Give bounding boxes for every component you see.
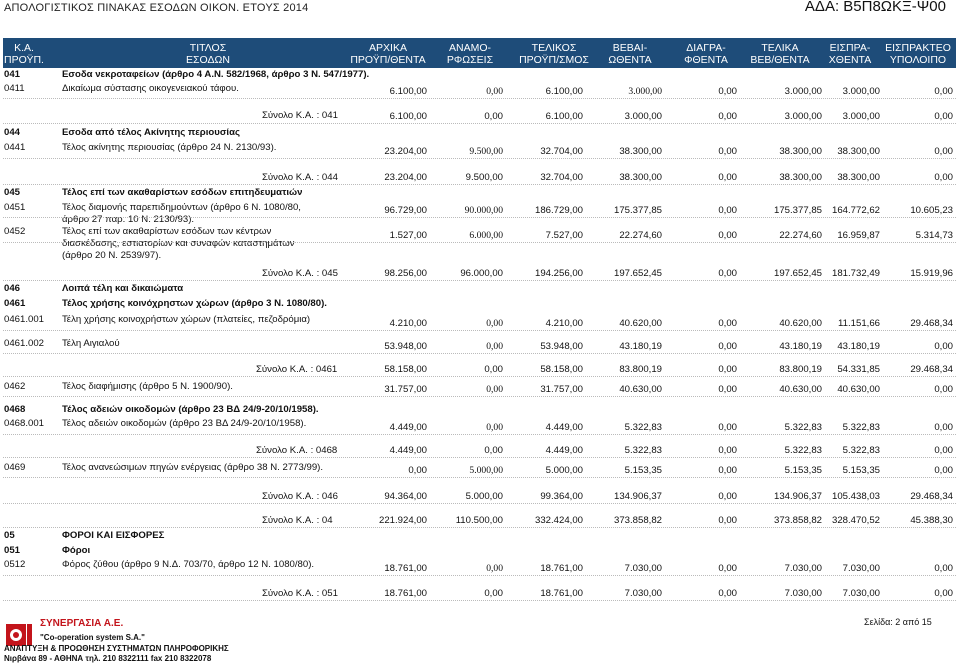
footer-address: Νιρβάνα 89 - ΑΘΗΝΑ τηλ. 210 8322111 fax 210 8322078 [4,654,212,663]
header-telika: ΤΕΛΙΚΑ ΒΕΒ/ΘΕΝΤΑ [750,42,810,66]
row-value: 0,00 [718,563,737,574]
subtotal-value: 29.468,34 [910,491,953,502]
header-telikos: ΤΕΛΙΚΟΣ ΠΡΟΫΠ/ΣΜΟΣ [519,42,589,66]
row-value: 32.704,00 [540,146,583,157]
row-title: Τέλος επί των ακαθαρίστων εσόδων επιτηδευματιών [62,187,303,198]
row-value: 4.210,00 [545,318,583,329]
row-title: Εσοδα νεκροταφείων (άρθρο 4 Α.Ν. 582/1968, άρθρο 3 Ν. 547/1977). [62,69,370,80]
document-title: ΑΠΟΛΟΓΙΣΤΙΚΟΣ ΠΙΝΑΚΑΣ ΕΣΟΔΩΝ ΟΙΚΟΝ. ΕΤΟΥΣ 2014 [4,2,309,14]
row-value: 0,00 [486,384,503,395]
row-code: 0461.002 [4,338,45,349]
subtotal-value: 0,00 [934,111,953,122]
row-value: 5.314,73 [915,230,953,241]
row-divider [3,457,956,458]
row-value: 38.300,00 [837,146,880,157]
footer-system: "Co-operation system S.A." [40,633,145,642]
subtotal-label: Σύνολο Κ.Α. : 044 [262,172,338,183]
subtotal-label: Σύνολο Κ.Α. : 046 [262,491,338,502]
row-value: 31.757,00 [540,384,583,395]
subtotal-value: 7.030,00 [624,588,662,599]
row-divider [3,123,956,124]
row-value: 1.527,00 [389,230,427,241]
row-divider [3,600,956,601]
row-divider [3,158,956,159]
row-title: Τέλος ακίνητης περιουσίας (άρθρο 24 Ν. 2130/93). [62,142,277,153]
subtotal-label: Σύνολο Κ.Α. : 0461 [256,364,338,375]
subtotal-value: 96.000,00 [460,268,503,279]
subtotal-value: 7.030,00 [784,588,822,599]
subtotal-value: 332.424,00 [534,515,583,526]
row-title: Τέλη χρήσης κοινοχρήστων χώρων (πλατείες, πεζοδρόμια) [62,314,311,325]
row-value: 0,00 [934,563,953,574]
subtotal-value: 0,00 [934,445,953,456]
row-value: 0,00 [718,465,737,476]
row-value: 18.761,00 [540,563,583,574]
subtotal-value: 83.800,19 [779,364,822,375]
subtotal-value: 134.906,37 [613,491,662,502]
subtotal-value: 110.500,00 [455,515,503,526]
row-code: 0441 [4,142,26,153]
subtotal-value: 197.652,45 [773,268,822,279]
subtotal-value: 3.000,00 [624,111,662,122]
subtotal-value: 3.000,00 [842,111,880,122]
subtotal-value: 0,00 [718,268,737,279]
header-ka: Κ.Α. ΠΡΟΫΠ. [4,42,44,66]
row-value: 43.180,19 [619,341,662,352]
subtotal-value: 83.800,19 [619,364,662,375]
row-value: 5.322,83 [784,422,822,433]
row-value: 0,00 [486,86,503,97]
row-code: 0451 [4,202,26,213]
subtotal-value: 194.256,00 [534,268,583,279]
row-title: Τέλος χρήσης κοινόχρηστων χώρων (άρθρο 3 Ν. 1080/80). [62,298,327,309]
row-divider [3,280,956,281]
row-title: διασκέδασης, εστιατορίων και συναφών καταστημάτων [62,238,295,249]
row-value: 10.605,23 [910,205,953,216]
subtotal-value: 0,00 [718,515,737,526]
row-value: 5.322,83 [842,422,880,433]
row-value: 7.527,00 [545,230,583,241]
row-value: 9.500,00 [469,146,503,157]
row-value: 6.100,00 [389,86,427,97]
row-value: 31.757,00 [384,384,427,395]
subtotal-value: 54.331,85 [837,364,880,375]
subtotal-value: 0,00 [934,588,953,599]
row-value: 96.729,00 [384,205,427,216]
row-code: 045 [4,187,21,198]
row-value: 53.948,00 [384,341,427,352]
row-value: 164.772,62 [831,205,880,216]
subtotal-value: 32.704,00 [540,172,583,183]
row-divider [3,434,956,435]
subtotal-value: 0,00 [484,364,503,375]
row-title: Τέλος διαφήμισης (άρθρο 5 Ν. 1900/90). [62,381,233,392]
row-title: Τέλος αδειών οικοδομών (άρθρο 23 ΒΔ 24/9-20/10/1958). [62,404,319,415]
row-value: 0,00 [718,318,737,329]
row-value: 186.729,00 [534,205,583,216]
row-value: 0,00 [486,563,503,574]
subtotal-value: 0,00 [718,445,737,456]
subtotal-value: 99.364,00 [540,491,583,502]
row-value: 43.180,19 [837,341,880,352]
row-value: 0,00 [718,230,737,241]
subtotal-value: 18.761,00 [384,588,427,599]
row-title: Τέλος επί των ακαθαρίστων εσόδων των κέντρων [62,226,272,237]
subtotal-value: 0,00 [718,172,737,183]
row-value: 5.153,35 [842,465,880,476]
row-value: 90.000,00 [464,205,503,216]
subtotal-value: 0,00 [934,172,953,183]
subtotal-value: 7.030,00 [842,588,880,599]
subtotal-value: 94.364,00 [384,491,427,502]
table-header [3,38,956,68]
row-divider [3,353,956,354]
subtotal-value: 5.322,83 [842,445,880,456]
header-eispraxthenta: ΕΙΣΠΡΑ- ΧΘΕΝΤΑ [828,42,872,66]
row-code: 046 [4,283,21,294]
row-value: 175.377,85 [773,205,822,216]
row-code: 0461.001 [4,314,45,325]
subtotal-value: 3.000,00 [784,111,822,122]
row-title: Φόροι [62,545,91,556]
row-title: Τέλος ανανεώσιμων πηγών ενέργειας (άρθρο 38 Ν. 2773/99). [62,462,324,473]
subtotal-label: Σύνολο Κ.Α. : 045 [262,268,338,279]
row-code: 0461 [4,298,26,309]
row-value: 0,00 [718,146,737,157]
row-value: 11.151,66 [838,318,880,329]
subtotal-value: 23.204,00 [384,172,427,183]
subtotal-label: Σύνολο Κ.Α. : 04 [262,515,333,526]
row-divider [3,527,956,528]
row-value: 22.274,60 [779,230,822,241]
row-value: 53.948,00 [540,341,583,352]
header-eispraktea: ΕΙΣΠΡΑΚΤΕΟ ΥΠΟΛΟΙΠΟ [885,42,951,66]
subtotal-value: 4.449,00 [389,445,427,456]
subtotal-label: Σύνολο Κ.Α. : 041 [262,110,338,121]
row-value: 0,00 [718,422,737,433]
header-arxika: ΑΡΧΙΚΑ ΠΡΟΫΠ/ΘΕΝΤΑ [350,42,426,66]
row-value: 0,00 [934,341,953,352]
row-title: Τέλος αδειών οικοδομών (άρθρο 23 ΒΔ 24/9-20/10/1958). [62,418,307,429]
row-code: 0452 [4,226,26,237]
footer-company: ΣΥΝΕΡΓΑΣΙΑ Α.Ε. [40,618,124,629]
subtotal-value: 328.470,52 [831,515,880,526]
subtotal-value: 15.919,96 [910,268,953,279]
row-value: 5.153,35 [624,465,662,476]
row-code: 044 [4,127,21,138]
row-value: 3.000,00 [784,86,822,97]
row-value: 3.000,00 [628,86,662,97]
row-value: 23.204,00 [384,146,427,157]
row-value: 16.959,87 [837,230,880,241]
row-code: 0411 [4,83,25,94]
row-value: 0,00 [934,146,953,157]
row-value: 22.274,60 [619,230,662,241]
subtotal-value: 58.158,00 [540,364,583,375]
row-value: 38.300,00 [619,146,662,157]
subtotal-value: 0,00 [718,364,737,375]
subtotal-value: 105.438,03 [831,491,880,502]
subtotal-value: 5.000,00 [465,491,503,502]
subtotal-label: Σύνολο Κ.Α. : 051 [262,588,338,599]
row-title: ΦΟΡΟΙ ΚΑΙ ΕΙΣΦΟΡΕΣ [62,530,165,541]
subtotal-value: 0,00 [718,588,737,599]
row-value: 0,00 [718,86,737,97]
row-value: 7.030,00 [784,563,822,574]
row-value: 40.630,00 [779,384,822,395]
row-value: 0,00 [486,318,503,329]
subtotal-value: 0,00 [484,445,503,456]
row-value: 4.449,00 [545,422,583,433]
row-value: 5.153,35 [784,465,822,476]
row-value: 0,00 [408,465,427,476]
row-divider [3,376,956,377]
subtotal-value: 373.858,82 [613,515,662,526]
row-code: 041 [4,69,21,80]
subtotal-value: 18.761,00 [540,588,583,599]
subtotal-value: 6.100,00 [389,111,427,122]
subtotal-value: 181.732,49 [831,268,880,279]
row-divider [3,217,956,218]
header-anamorfoseis: ΑΝΑΜΟ- ΡΦΩΣΕΙΣ [446,42,494,66]
row-divider [3,242,956,243]
row-code: 0462 [4,381,26,392]
subtotal-value: 38.300,00 [779,172,822,183]
row-value: 0,00 [934,86,953,97]
row-value: 29.468,34 [910,318,953,329]
row-divider [3,477,956,478]
row-title: άρθρο 27 παρ. 10 Ν. 2130/93). [62,214,195,225]
row-code: 0468.001 [4,418,45,429]
row-value: 0,00 [934,384,953,395]
subtotal-value: 38.300,00 [619,172,662,183]
row-divider [3,575,956,576]
subtotal-value: 98.256,00 [384,268,427,279]
page-number: Σελίδα: 2 από 15 [864,617,932,627]
subtotal-value: 5.322,83 [624,445,662,456]
row-title: Τέλη Αιγιαλού [62,338,120,349]
row-value: 5.000,00 [469,465,503,476]
subtotal-value: 197.652,45 [613,268,662,279]
subtotal-value: 58.158,00 [384,364,427,375]
row-divider [3,184,956,185]
subtotal-value: 0,00 [484,588,503,599]
subtotal-value: 4.449,00 [545,445,583,456]
row-code: 0469 [4,462,26,473]
row-value: 0,00 [934,465,953,476]
row-title: Εσοδα από τέλος Ακίνητης περιουσίας [62,127,240,138]
row-title: (άρθρο 20 Ν. 2539/97). [62,250,162,261]
row-divider [3,396,956,397]
row-value: 4.449,00 [389,422,427,433]
row-code: 0512 [4,559,26,570]
subtotal-value: 0,00 [718,491,737,502]
subtotal-value: 5.322,83 [784,445,822,456]
row-value: 5.000,00 [545,465,583,476]
row-value: 7.030,00 [842,563,880,574]
row-value: 40.630,00 [619,384,662,395]
row-value: 3.000,00 [842,86,880,97]
row-value: 4.210,00 [389,318,427,329]
subtotal-value: 6.100,00 [545,111,583,122]
row-title: Λοιπά τέλη και δικαιώματα [62,283,184,294]
row-divider [3,98,956,99]
row-value: 18.761,00 [384,563,427,574]
row-code: 05 [4,530,15,541]
subtotal-value: 45.388,30 [910,515,953,526]
subtotal-value: 38.300,00 [837,172,880,183]
row-value: 40.620,00 [619,318,662,329]
row-value: 175.377,85 [613,205,662,216]
row-value: 0,00 [718,384,737,395]
row-value: 0,00 [486,422,503,433]
subtotal-value: 373.858,82 [773,515,822,526]
row-value: 6.100,00 [545,86,583,97]
row-value: 6.000,00 [469,230,503,241]
row-code: 0468 [4,404,26,415]
subtotal-label: Σύνολο Κ.Α. : 0468 [256,445,338,456]
row-divider [3,503,956,504]
row-value: 40.620,00 [779,318,822,329]
subtotal-value: 0,00 [718,111,737,122]
row-code: 051 [4,545,21,556]
ada-code: ΑΔΑ: Β5Π8ΩΚΞ-Ψ00 [804,0,946,15]
row-title: Δικαίωμα σύστασης οικογενειακού τάφου. [62,83,239,94]
row-value: 0,00 [486,341,503,352]
row-value: 0,00 [718,341,737,352]
header-bebaiothenta: ΒΕΒΑΙ- ΩΘΕΝΤΑ [608,42,652,66]
header-diagrafenta: ΔΙΑΓΡΑ- ΦΘΕΝΤΑ [684,42,728,66]
row-value: 43.180,19 [779,341,822,352]
row-value: 0,00 [934,422,953,433]
subtotal-value: 9.500,00 [465,172,503,183]
subtotal-value: 29.468,34 [910,364,953,375]
row-value: 0,00 [718,205,737,216]
row-title: Φόρος ζύθου (άρθρο 9 Ν.Δ. 703/70, άρθρο 12 Ν. 1080/80). [62,559,315,570]
header-titlos: ΤΙΤΛΟΣ ΕΣΟΔΩΝ [186,42,230,66]
row-value: 38.300,00 [779,146,822,157]
row-value: 5.322,83 [624,422,662,433]
footer-description: ΑΝΑΠΤΥΞΗ & ΠΡΟΩΘΗΣΗ ΣΥΣΤΗΜΑΤΩΝ ΠΛΗΡΟΦΟΡΙΚΗΣ [4,644,229,653]
row-title: Τέλος διαμονής παρεπιδημούντων (άρθρο 6 Ν. 1080/80, [62,202,301,213]
row-value: 40.630,00 [837,384,880,395]
subtotal-value: 221.924,00 [378,515,427,526]
subtotal-value: 134.906,37 [773,491,822,502]
row-value: 7.030,00 [624,563,662,574]
row-divider [3,330,956,331]
subtotal-value: 0,00 [484,111,503,122]
